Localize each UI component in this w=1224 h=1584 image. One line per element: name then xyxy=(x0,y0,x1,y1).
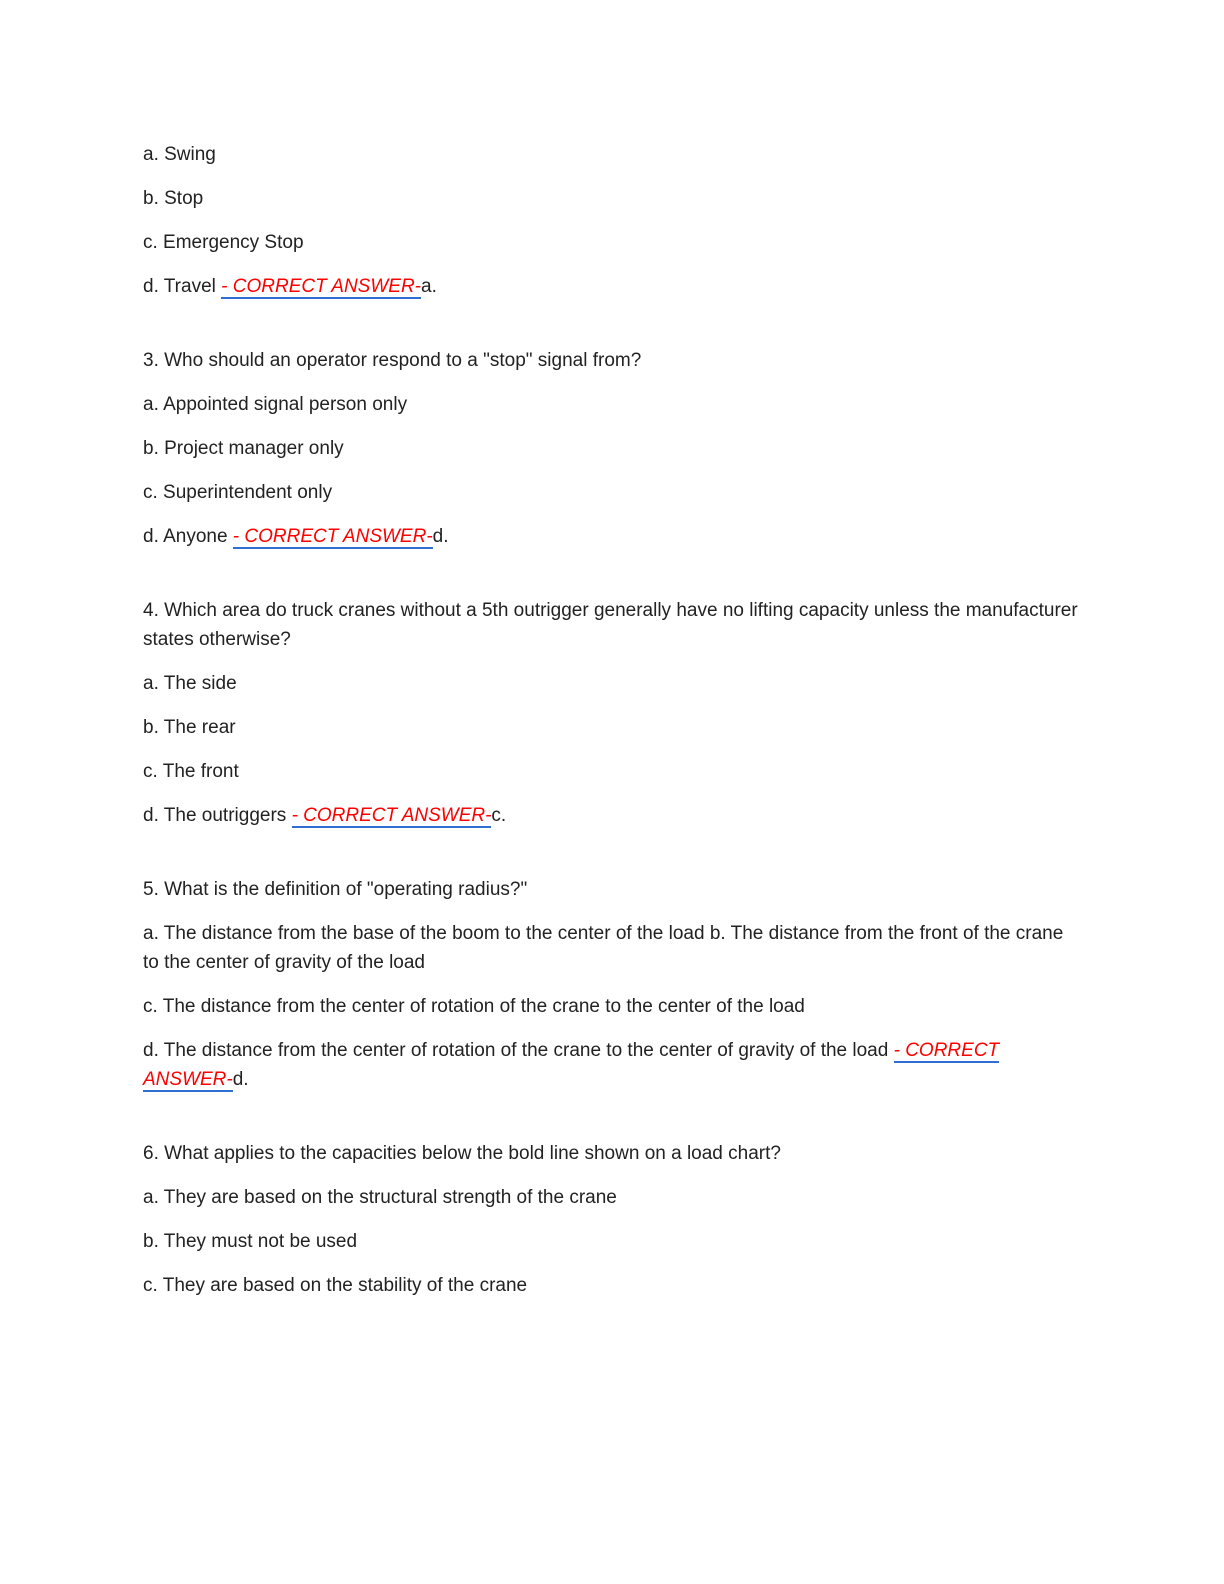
answer-line xyxy=(143,272,1083,301)
option-line: b. The rear xyxy=(143,717,236,738)
question-6-block xyxy=(143,1139,1083,1300)
option-line: a. The distance from the base of the boom to the center of the load b. The distance from the front of the crane to the center of gravity of the load xyxy=(143,923,1064,973)
correct-answer-tag: - CORRECT ANSWER- xyxy=(143,1040,1000,1090)
question-3-block xyxy=(143,346,1083,551)
option-line: a. They are based on the structural strength of the crane xyxy=(143,1187,617,1208)
option-line: c. The front xyxy=(143,761,239,782)
option-text: d. Travel xyxy=(143,276,222,297)
option-line: c. They are based on the stability of the crane xyxy=(143,1275,528,1296)
correct-answer-value: d. xyxy=(232,1069,249,1090)
option-line: a. Swing xyxy=(143,144,216,165)
correct-answer-tag: - CORRECT ANSWER- xyxy=(291,805,492,826)
option-text: d. The outriggers xyxy=(143,805,292,826)
question-2-block xyxy=(143,140,1083,301)
option-line: a. The side xyxy=(143,673,237,694)
question-text: 3. Who should an operator respond to a "stop" signal from? xyxy=(143,350,642,371)
option-line: c. Emergency Stop xyxy=(143,232,304,253)
question-5-block xyxy=(143,875,1083,1094)
option-line: b. Project manager only xyxy=(143,438,344,459)
option-text: d. Anyone xyxy=(143,526,233,547)
answer-line xyxy=(143,522,1083,551)
option-line: b. Stop xyxy=(143,188,204,209)
answer-line xyxy=(143,1036,1083,1094)
document-content xyxy=(143,140,1083,1315)
option-line: a. Appointed signal person only xyxy=(143,394,408,415)
correct-answer-tag: - CORRECT ANSWER- xyxy=(232,526,433,547)
option-line: c. Superintendent only xyxy=(143,482,333,503)
question-4-block xyxy=(143,596,1083,830)
option-line: b. They must not be used xyxy=(143,1231,358,1252)
question-text: 5. What is the definition of "operating radius?" xyxy=(143,879,528,900)
correct-answer-value: d. xyxy=(432,526,449,547)
answer-line xyxy=(143,801,1083,830)
correct-answer-value: c. xyxy=(491,805,507,826)
question-text: 4. Which area do truck cranes without a 5th outrigger generally have no lifting capacity unless the manufacturer states otherwise? xyxy=(143,600,1078,650)
correct-answer-tag: - CORRECT ANSWER- xyxy=(221,276,421,297)
correct-answer-value: a. xyxy=(421,276,437,297)
question-text: 6. What applies to the capacities below the bold line shown on a load chart? xyxy=(143,1143,781,1164)
option-line: c. The distance from the center of rotation of the crane to the center of the load xyxy=(143,996,805,1017)
option-text: d. The distance from the center of rotation of the crane to the center of gravity of the load xyxy=(143,1040,894,1061)
